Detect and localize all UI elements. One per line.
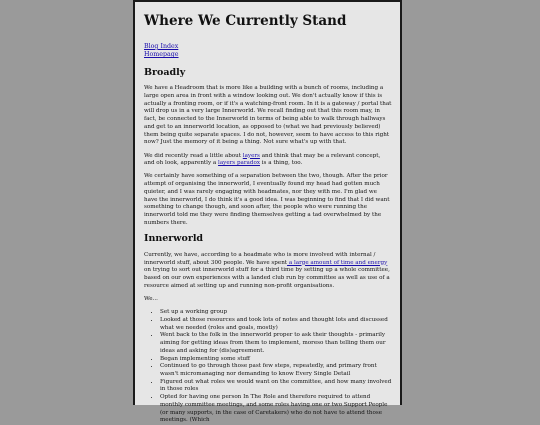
layers-paradox-link[interactable]: layers paradox: [218, 160, 260, 167]
layers-link[interactable]: layers: [242, 152, 260, 159]
broadly-p2-text-b: and think that may be a relevant concept, and oh look, apparently a: [144, 152, 381, 167]
section-heading-broadly: Broadly: [144, 66, 186, 78]
broadly-paragraph-1: We have a Headroom that is more like a building with a bunch of rooms, including a large open area in front with a window looking out. We don't actually know if this is actually a fronting room, or if it's a watching-front room. In it is a gateway / portal that will drop us in a very large Innerworld. We recall finding out that this room may, in fact, be connected to the Innerworld in terms of being able to walk through hallways and get to an innerworld location, as opposed to (what we had previously believed) them being quite separate spaces. I do not, however, seem to have access to this right now? Just the memory of it being a thing. Not sure what's up with that.: [144, 85, 392, 146]
broadly-p2-text-a: We did recently read a little about: [144, 152, 243, 159]
list-item: • Began implementing some stuff: [160, 356, 392, 364]
homepage-link[interactable]: Homepage: [144, 51, 179, 59]
page-title: Where We Currently Stand: [144, 13, 347, 29]
innerworld-paragraph-2: We...: [144, 295, 158, 302]
innerworld-steps-list: [144, 309, 392, 425]
list-item: • Continued to go through those past few steps, repeatedly, and primary front wasn't micromanaging nor demanding to know Every Single Detail: [160, 363, 392, 378]
list-item: • Set up a working group: [160, 309, 392, 317]
list-item: • Opted for having one person In The Role and therefore required to attend monthly committee meetings, and some roles having one or two Support People (or many supports, in the case of Caretakers) who do not have to attend those meetings. (Which: [160, 394, 392, 425]
broadly-paragraph-2: [144, 153, 392, 168]
innerworld-p1-text-b: on trying to sort out innerworld stuff for a third time by setting up a whole committee, based on our own experiences with a landed club run by committee as well as use of a resource aimed at setting up and running non-profit organisations.: [144, 267, 390, 289]
page-container: [133, 0, 402, 424]
time-and-energy-link[interactable]: a large amount of time and energy: [287, 259, 388, 266]
broadly-p2-text-c: is a thing, too.: [259, 160, 303, 167]
innerworld-p1-text-a: Currently, we have, according to a headmate who is more involved with internal / innerworld stuff, about 300 people. We have spent: [144, 251, 376, 266]
list-item: • Looked at those resources and took lots of notes and thought lots and discussed what we needed (roles and goals, mostly): [160, 317, 392, 332]
list-item: • Went back to the folk in the innerworld proper to ask their thoughts - primarily aiming for getting ideas from them to implement, moreso than telling them our ideas and asking for (dis)agreement.: [160, 332, 392, 355]
blog-index-link[interactable]: Blog Index: [144, 42, 179, 50]
list-item: • Figured out what roles we would want on the committee, and how many involved in those roles: [160, 379, 392, 394]
nav-links: [144, 43, 392, 60]
broadly-paragraph-3: We certainly have something of a separation between the two, though. After the prior attempt of organising the innerworld, I eventually found my head had gotten much quieter, and I was rarely engaging with headmates, nor they with me. I'm glad we have the innerworld, I do think it's a good idea. I was beginning to find that I did want something to change though, and soon after, the people who were running the innerworld told me they were finding themselves getting a tad overwhelmed by the numbers there.: [144, 173, 390, 226]
innerworld-paragraph-1: [144, 252, 392, 291]
section-heading-innerworld: Innerworld: [144, 233, 204, 245]
